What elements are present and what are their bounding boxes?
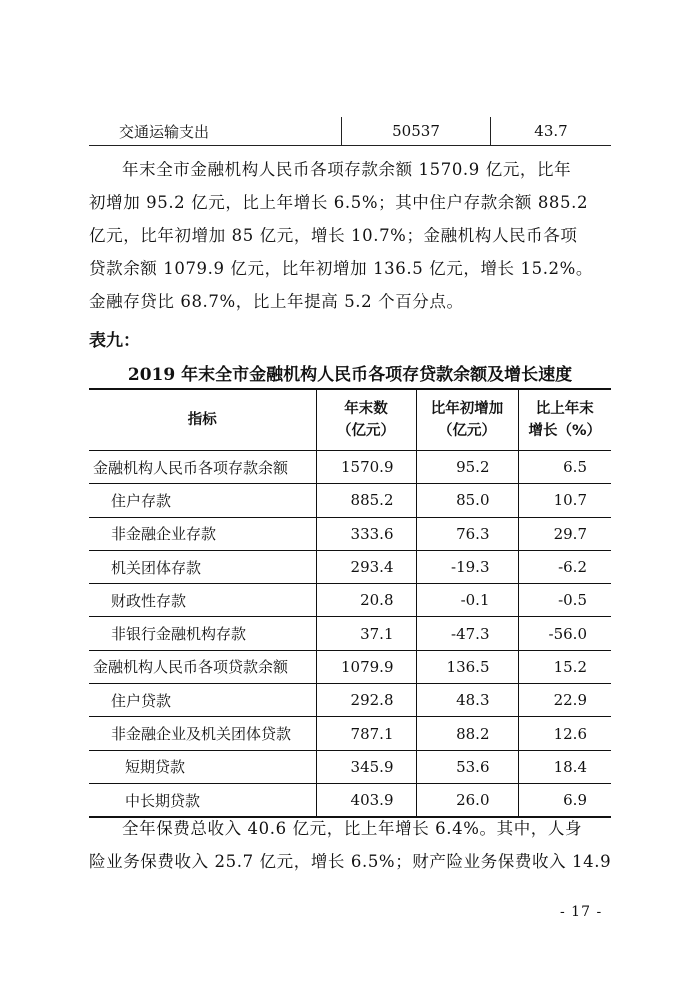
growth-cell: 22.9	[518, 684, 611, 717]
paragraph-line: 金融存贷比 68.7%，比上年提高 5.2 个百分点。	[89, 292, 464, 311]
increase-cell: 95.2	[416, 451, 518, 484]
table-row	[89, 684, 611, 717]
table-row	[89, 650, 611, 683]
header-increase	[416, 389, 518, 451]
header-growth	[518, 389, 611, 451]
growth-cell: 18.4	[518, 750, 611, 783]
indicator-cell: 住户存款	[89, 484, 316, 517]
indicator-cell: 金融机构人民币各项贷款余额	[89, 650, 316, 683]
growth-cell: 29.7	[518, 517, 611, 550]
indicator-cell: 财政性存款	[89, 584, 316, 617]
indicator-cell: 住户贷款	[89, 684, 316, 717]
paragraph-line: 贷款余额 1079.9 亿元，比年初增加 136.5 亿元，增长 15.2%。	[89, 259, 594, 278]
year-end-cell: 345.9	[316, 750, 416, 783]
table-row	[89, 484, 611, 517]
table-row	[89, 517, 611, 550]
growth-cell: 6.9	[518, 783, 611, 817]
growth-cell: 15.2	[518, 650, 611, 683]
increase-cell: 53.6	[416, 750, 518, 783]
table-row	[89, 117, 611, 146]
increase-cell: -0.1	[416, 584, 518, 617]
increase-cell: -19.3	[416, 550, 518, 583]
previous-table-last-row	[89, 117, 611, 146]
indicator-cell: 机关团体存款	[89, 550, 316, 583]
increase-cell: 76.3	[416, 517, 518, 550]
increase-cell: 26.0	[416, 783, 518, 817]
year-end-cell: 885.2	[316, 484, 416, 517]
year-end-cell: 292.8	[316, 684, 416, 717]
header-increase-line2: （亿元）	[438, 423, 496, 439]
indicator-cell: 非金融企业存款	[89, 517, 316, 550]
table-title: 2019 年末全市金融机构人民币各项存贷款余额及增长速度	[127, 365, 573, 385]
header-increase-line1: 比年初增加	[430, 401, 504, 417]
growth-cell: -6.2	[518, 550, 611, 583]
indicator-cell: 非银行金融机构存款	[89, 617, 316, 650]
header-growth-line2: 增长（%）	[528, 423, 602, 439]
indicator-cell: 短期贷款	[89, 750, 316, 783]
deposit-loan-table	[89, 388, 611, 818]
paragraph-line: 险业务保费收入 25.7 亿元，增长 6.5%；财产险业务保费收入 14.9	[89, 852, 612, 871]
finance-paragraph	[89, 153, 611, 318]
year-end-cell: 1079.9	[316, 650, 416, 683]
table-row	[89, 451, 611, 484]
increase-cell: 136.5	[416, 650, 518, 683]
table-row	[89, 617, 611, 650]
header-year-end	[316, 389, 416, 451]
year-end-cell: 20.8	[316, 584, 416, 617]
indicator-cell: 金融机构人民币各项存款余额	[89, 451, 316, 484]
year-end-cell: 37.1	[316, 617, 416, 650]
paragraph-line: 年末全市金融机构人民币各项存款余额 1570.9 亿元，比年	[122, 160, 572, 179]
increase-cell: 88.2	[416, 717, 518, 750]
table-row	[89, 750, 611, 783]
page-number: - 17 -	[560, 904, 603, 920]
growth-cell: 12.6	[518, 717, 611, 750]
table-row	[89, 584, 611, 617]
year-end-cell: 333.6	[316, 517, 416, 550]
growth-cell: 43.7	[491, 117, 612, 146]
year-end-cell: 293.4	[316, 550, 416, 583]
paragraph-line: 全年保费总收入 40.6 亿元，比上年增长 6.4%。其中，人身	[122, 819, 583, 838]
header-year-end-line2: （亿元）	[337, 423, 395, 439]
table-row	[89, 550, 611, 583]
value-cell: 50537	[342, 117, 491, 146]
header-indicator: 指标	[89, 389, 316, 451]
paragraph-line: 初增加 95.2 亿元，比上年增长 6.5%；其中住户存款余额 885.2	[89, 193, 589, 212]
growth-cell: -0.5	[518, 584, 611, 617]
year-end-cell: 787.1	[316, 717, 416, 750]
table-row	[89, 717, 611, 750]
growth-cell: 10.7	[518, 484, 611, 517]
header-growth-line1: 比上年末	[535, 401, 594, 417]
paragraph-line: 亿元，比年初增加 85 亿元，增长 10.7%；金融机构人民币各项	[89, 226, 578, 245]
growth-cell: 6.5	[518, 451, 611, 484]
table-label: 表九：	[89, 331, 140, 351]
increase-cell: 85.0	[416, 484, 518, 517]
increase-cell: -47.3	[416, 617, 518, 650]
indicator-cell: 非金融企业及机关团体贷款	[89, 717, 316, 750]
item-cell: 交通运输支出	[89, 117, 342, 146]
year-end-cell: 403.9	[316, 783, 416, 817]
increase-cell: 48.3	[416, 684, 518, 717]
growth-cell: -56.0	[518, 617, 611, 650]
year-end-cell: 1570.9	[316, 451, 416, 484]
indicator-cell: 中长期贷款	[89, 783, 316, 817]
table-header-row	[89, 389, 611, 451]
insurance-paragraph	[89, 812, 611, 878]
header-year-end-line1: 年末数	[344, 401, 388, 417]
